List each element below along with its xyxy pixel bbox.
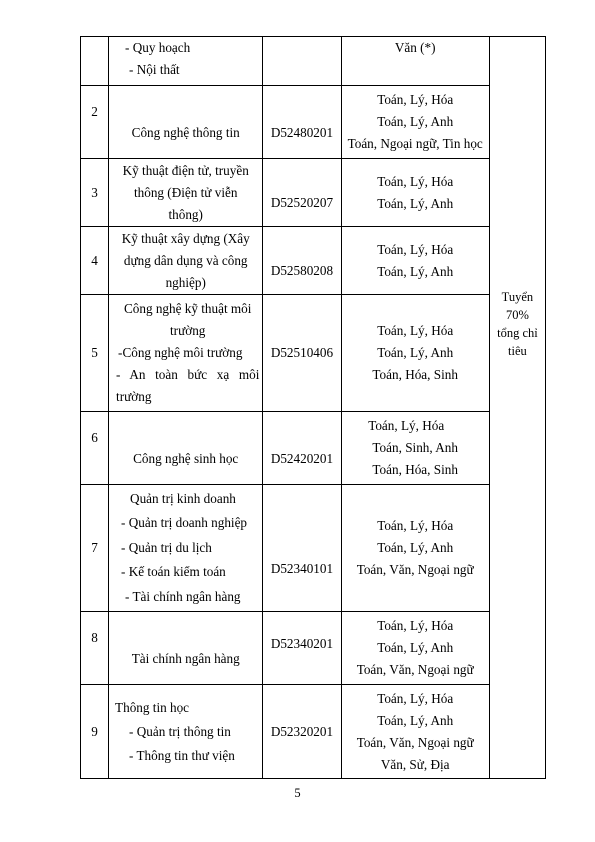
- major-code: D52320201: [263, 685, 341, 779]
- row-number: 6: [81, 412, 109, 485]
- major-code: D52420201: [263, 412, 341, 485]
- table-row: [81, 86, 546, 159]
- table-row: [81, 227, 546, 295]
- major-code: D52340101: [263, 485, 341, 612]
- major-code: D52580208: [263, 227, 341, 295]
- major-name: Quản trị kinh doanh - Quản trị doanh nghiệp - Quản trị du lịch - Kế toán kiểm toán - Tài chính ngân hàng: [109, 485, 263, 612]
- major-name: Kỹ thuật xây dựng (Xây dựng dân dụng và công nghiệp): [109, 227, 263, 295]
- subject-groups: Toán, Lý, Hóa Toán, Lý, Anh: [341, 227, 489, 295]
- subject-groups: Toán, Lý, Hóa Toán, Sinh, Anh Toán, Hóa, Sinh: [341, 412, 489, 485]
- major-code: D52480201: [263, 86, 341, 159]
- subject-groups: Toán, Lý, Hóa Toán, Lý, Anh Toán, Văn, Ngoại ngữ Văn, Sử, Địa: [341, 685, 489, 779]
- major-code: D52340201: [263, 612, 341, 685]
- row-number: 7: [81, 485, 109, 612]
- major-name: Kỹ thuật điện tử, truyền thông (Điện tử viễn thông): [109, 159, 263, 227]
- subject-groups: Toán, Lý, Hóa Toán, Lý, Anh: [341, 159, 489, 227]
- quota-note: Tuyển 70% tổng chỉ tiêu: [489, 37, 545, 779]
- major-name: Thông tin học - Quản trị thông tin - Thông tin thư viện: [109, 685, 263, 779]
- row-number: 2: [81, 86, 109, 159]
- major-name: - Quy hoạch - Nội thất: [109, 37, 263, 86]
- subject-groups: Văn (*): [341, 37, 489, 86]
- page-number: 5: [294, 786, 301, 800]
- table-row: [81, 159, 546, 227]
- major-name: Công nghệ kỹ thuật môi trường -Công nghệ môi trường - An toàn bức xạ môi trường: [109, 295, 263, 412]
- major-code: D52520207: [263, 159, 341, 227]
- subject-groups: Toán, Lý, Hóa Toán, Lý, Anh Toán, Hóa, Sinh: [341, 295, 489, 412]
- row-number: [81, 37, 109, 86]
- major-name: Tài chính ngân hàng: [109, 612, 263, 685]
- subject-groups: Toán, Lý, Hóa Toán, Lý, Anh Toán, Ngoại ngữ, Tin học: [341, 86, 489, 159]
- subject-groups: Toán, Lý, Hóa Toán, Lý, Anh Toán, Văn, Ngoại ngữ: [341, 485, 489, 612]
- row-number: 8: [81, 612, 109, 685]
- table-row: [81, 685, 546, 779]
- table-row: [81, 295, 546, 412]
- row-number: 5: [81, 295, 109, 412]
- major-code: D52510406: [263, 295, 341, 412]
- row-number: 9: [81, 685, 109, 779]
- admission-table: [80, 36, 546, 779]
- table-row: [81, 37, 546, 86]
- major-code: [263, 37, 341, 86]
- row-number: 3: [81, 159, 109, 227]
- subject-groups: Toán, Lý, Hóa Toán, Lý, Anh Toán, Văn, Ngoại ngữ: [341, 612, 489, 685]
- major-name: Công nghệ sinh học: [109, 412, 263, 485]
- major-name: Công nghệ thông tin: [109, 86, 263, 159]
- row-number: 4: [81, 227, 109, 295]
- table-row: [81, 412, 546, 485]
- table-row: [81, 485, 546, 612]
- table-row: [81, 612, 546, 685]
